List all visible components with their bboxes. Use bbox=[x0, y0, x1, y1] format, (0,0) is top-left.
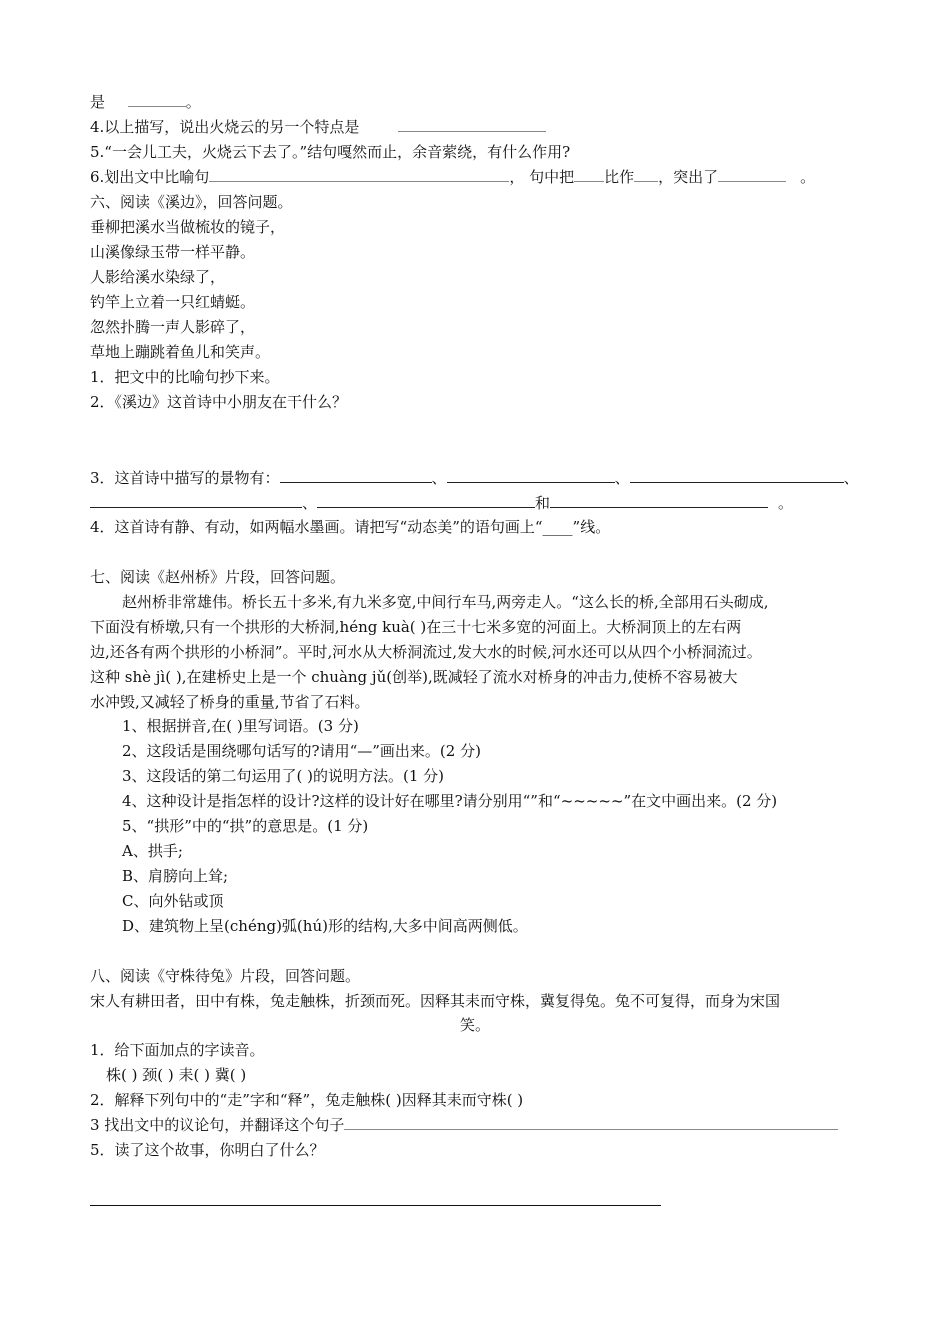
section-6-title: 六、阅读《溪边》，回答问题。 bbox=[90, 193, 293, 211]
text: 。 bbox=[185, 93, 201, 111]
text: 。 bbox=[800, 168, 816, 186]
question-6-2: 2．《溪边》这首诗中小朋友在干什么？ bbox=[90, 393, 348, 411]
question-6-3-cont bbox=[90, 493, 793, 513]
poem-line: 钓竿上立着一只红蜻蜓。 bbox=[90, 293, 256, 311]
passage-line: 这种 shè jì( ),在建桥史上是一个 chuàng jǔ(创举),既减轻了流水对桥身的冲击力,使桥不容易被大 bbox=[90, 668, 738, 686]
poem-line: 人影给溪水染绿了， bbox=[90, 268, 226, 286]
poem-line: 山溪像绿玉带一样平静。 bbox=[90, 243, 256, 261]
blank[interactable] bbox=[90, 493, 302, 508]
text: 是 bbox=[90, 93, 106, 111]
answer-line[interactable] bbox=[90, 1205, 661, 1206]
section-8-title: 八、阅读《守株待兔》片段，回答问题。 bbox=[90, 967, 361, 985]
text: 、 bbox=[614, 469, 630, 487]
passage-line: 水冲毁,又减轻了桥身的重量,节省了石料。 bbox=[90, 693, 370, 711]
text: 和 bbox=[535, 494, 551, 512]
text: ， 句中把 bbox=[509, 168, 575, 186]
blank[interactable] bbox=[574, 167, 604, 182]
question-6-1: 1．把文中的比喻句抄下来。 bbox=[90, 368, 280, 386]
passage-line: 边,还各有两个拱形的小桥洞”。平时,河水从大桥洞流过,发大水的时候,河水还可以从四个小桥洞流过。 bbox=[90, 643, 762, 661]
poem-line: 草地上蹦跳着鱼儿和笑声。 bbox=[90, 343, 271, 361]
question-7-1: 1、根据拼音,在( )里写词语。(3 分) bbox=[122, 717, 359, 735]
option-c[interactable]: C、向外钻或顶 bbox=[122, 892, 224, 910]
blank[interactable] bbox=[209, 167, 509, 182]
section-7-title: 七、阅读《赵州桥》片段，回答问题。 bbox=[90, 568, 346, 586]
passage-line: 下面没有桥墩,只有一个拱形的大桥洞,héng kuà( )在三十七米多宽的河面上。大桥洞顶上的左右两 bbox=[90, 618, 742, 636]
blank[interactable] bbox=[447, 468, 615, 483]
question-8-1: 1．给下面加点的字读音。 bbox=[90, 1041, 265, 1059]
text: 3 找出文中的议论句，并翻译这个句子 bbox=[90, 1116, 345, 1134]
text: 4.以上描写，说出火烧云的另一个特点是 bbox=[90, 118, 360, 136]
question-7-4: 4、这种设计是指怎样的设计?这样的设计好在哪里?请分别用“”和“~~~~~”在文中画出来。(2 分) bbox=[122, 792, 778, 810]
question-4 bbox=[90, 117, 546, 137]
blank[interactable] bbox=[630, 468, 844, 483]
question-6-4: 4．这首诗有静、有动，如两幅水墨画。请把写“动态美”的语句画上“____”线。 bbox=[90, 518, 611, 536]
question-8-5: 5．读了这个故事，你明白了什么？ bbox=[90, 1141, 325, 1159]
question-8-2: 2．解释下列句中的“走”字和“释”，兔走触株( )因释其耒而守株( ) bbox=[90, 1091, 524, 1109]
question-8-1-blanks[interactable]: 株( ) 颈( ) 耒( ) 冀( ) bbox=[106, 1066, 247, 1084]
text: 比作 bbox=[604, 168, 635, 186]
text: 。 bbox=[778, 494, 794, 512]
text: 、 bbox=[431, 469, 447, 487]
question-6-3 bbox=[90, 468, 859, 488]
text: 、 bbox=[302, 494, 318, 512]
question-6 bbox=[90, 167, 815, 187]
question-7-2: 2、这段话是围绕哪句话写的?请用“—”画出来。(2 分) bbox=[122, 742, 481, 760]
blank[interactable] bbox=[634, 167, 658, 182]
option-a[interactable]: A、拱手; bbox=[122, 842, 183, 860]
passage-line: 笑。 bbox=[460, 1016, 491, 1034]
question-5: 5.“一会儿工夫，火烧云下去了。”结句嘎然而止，余音萦绕，有什么作用? bbox=[90, 143, 571, 161]
text: ，突出了 bbox=[658, 168, 719, 186]
text: 6.划出文中比喻句 bbox=[90, 168, 210, 186]
poem-line: 垂柳把溪水当做梳妆的镜子， bbox=[90, 218, 286, 236]
blank[interactable] bbox=[718, 167, 786, 182]
poem-line: 忽然扑腾一声人影碎了， bbox=[90, 318, 256, 336]
text: 3．这首诗中描写的景物有： bbox=[90, 469, 280, 487]
blank[interactable] bbox=[344, 1115, 838, 1130]
answer-line-1 bbox=[90, 92, 201, 112]
text: 、 bbox=[843, 469, 859, 487]
passage-line: 赵州桥非常雄伟。桥长五十多米,有九米多宽,中间行车马,两旁走人。“这么长的桥,全部用石头砌成, bbox=[122, 593, 769, 611]
question-7-5: 5、“拱形”中的“拱”的意思是。(1 分) bbox=[122, 817, 369, 835]
blank[interactable] bbox=[280, 468, 432, 483]
passage-line: 宋人有耕田者，田中有株，兔走触株，折颈而死。因释其耒而守株，冀复得兔。兔不可复得，而身为宋国 bbox=[90, 992, 781, 1010]
blank[interactable] bbox=[317, 493, 535, 508]
blank[interactable] bbox=[550, 493, 768, 508]
question-8-3 bbox=[90, 1115, 838, 1135]
option-b[interactable]: B、肩膀向上耸; bbox=[122, 867, 229, 885]
question-7-3: 3、这段话的第二句运用了( )的说明方法。(1 分) bbox=[122, 767, 445, 785]
option-d[interactable]: D、建筑物上呈(chéng)弧(hú)形的结构,大多中间高两侧低。 bbox=[122, 917, 528, 935]
blank[interactable] bbox=[398, 117, 546, 132]
blank[interactable] bbox=[128, 92, 186, 107]
